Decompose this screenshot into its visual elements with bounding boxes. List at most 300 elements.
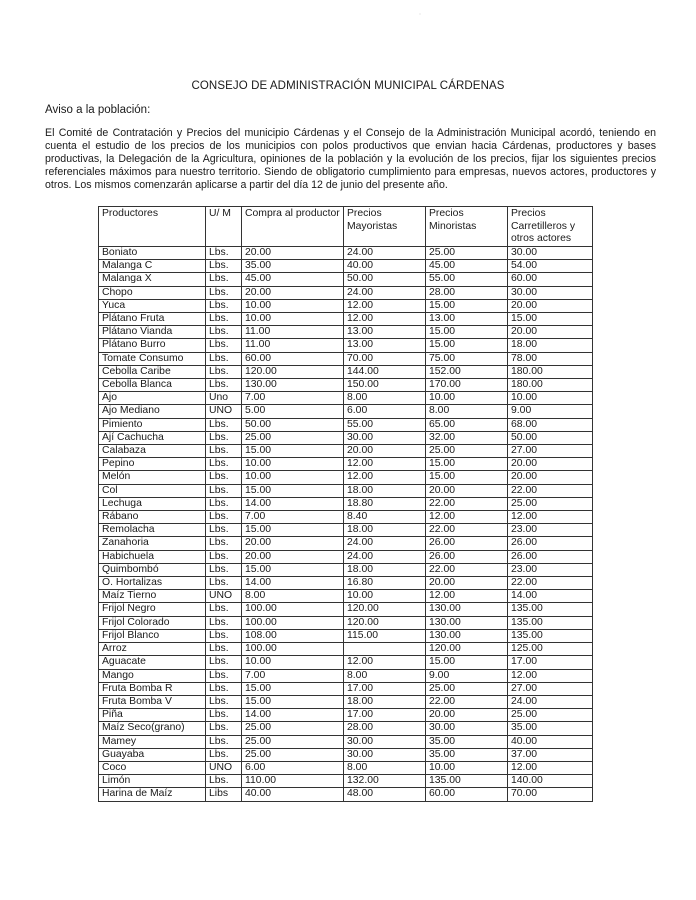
table-row: [99, 352, 593, 365]
table-row: [99, 392, 593, 405]
cell-product: Malanga C: [99, 260, 206, 273]
cell-minorista: 35.00: [426, 735, 508, 748]
cell-compra: 14.00: [242, 709, 344, 722]
cell-unit: Lbs.: [206, 695, 242, 708]
cell-carretillero: 25.00: [508, 709, 593, 722]
table-row: [99, 471, 593, 484]
cell-minorista: 15.00: [426, 656, 508, 669]
cell-minorista: 65.00: [426, 418, 508, 431]
cell-mayorista: 12.00: [344, 656, 426, 669]
cell-product: Calabaza: [99, 445, 206, 458]
cell-mayorista: 30.00: [344, 431, 426, 444]
cell-product: Guayaba: [99, 748, 206, 761]
cell-compra: 11.00: [242, 326, 344, 339]
cell-carretillero: 14.00: [508, 590, 593, 603]
table-row: [99, 590, 593, 603]
cell-minorista: 13.00: [426, 313, 508, 326]
cell-unit: Lbs.: [206, 616, 242, 629]
table-row: [99, 339, 593, 352]
cell-unit: Lbs.: [206, 339, 242, 352]
cell-compra: 11.00: [242, 339, 344, 352]
cell-product: Pimiento: [99, 418, 206, 431]
cell-carretillero: 180.00: [508, 379, 593, 392]
cell-carretillero: 20.00: [508, 458, 593, 471]
cell-product: Fruta Bomba R: [99, 682, 206, 695]
table-row: [99, 643, 593, 656]
cell-compra: 100.00: [242, 616, 344, 629]
cell-unit: Lbs.: [206, 709, 242, 722]
table-row: [99, 260, 593, 273]
cell-product: Mamey: [99, 735, 206, 748]
cell-carretillero: 60.00: [508, 273, 593, 286]
cell-minorista: 22.00: [426, 563, 508, 576]
cell-unit: Lbs.: [206, 524, 242, 537]
cell-minorista: 15.00: [426, 471, 508, 484]
cell-product: Harina de Maíz: [99, 788, 206, 801]
cell-unit: Lbs.: [206, 577, 242, 590]
cell-carretillero: 180.00: [508, 365, 593, 378]
cell-carretillero: 10.00: [508, 392, 593, 405]
cell-carretillero: 135.00: [508, 616, 593, 629]
cell-product: Frijol Colorado: [99, 616, 206, 629]
cell-unit: Lbs.: [206, 471, 242, 484]
cell-compra: 40.00: [242, 788, 344, 801]
cell-mayorista: 24.00: [344, 286, 426, 299]
cell-mayorista: 48.00: [344, 788, 426, 801]
table-row: [99, 524, 593, 537]
cell-product: Quimbombó: [99, 563, 206, 576]
cell-product: Fruta Bomba V: [99, 695, 206, 708]
cell-compra: 108.00: [242, 629, 344, 642]
table-row: [99, 379, 593, 392]
table-row: [99, 603, 593, 616]
cell-product: Zanahoria: [99, 537, 206, 550]
cell-carretillero: 22.00: [508, 484, 593, 497]
table-row: [99, 537, 593, 550]
cell-minorista: 32.00: [426, 431, 508, 444]
cell-product: Aguacate: [99, 656, 206, 669]
table-row: [99, 484, 593, 497]
cell-carretillero: 27.00: [508, 682, 593, 695]
table-row: [99, 458, 593, 471]
cell-minorista: 152.00: [426, 365, 508, 378]
cell-mayorista: 30.00: [344, 735, 426, 748]
cell-compra: 25.00: [242, 735, 344, 748]
cell-unit: Lbs.: [206, 247, 242, 260]
cell-unit: Lbs.: [206, 431, 242, 444]
table-header-row: [99, 207, 593, 247]
table-row: [99, 722, 593, 735]
cell-unit: Lbs.: [206, 603, 242, 616]
cell-mayorista: 50.00: [344, 273, 426, 286]
cell-carretillero: 50.00: [508, 431, 593, 444]
cell-product: Mango: [99, 669, 206, 682]
cell-minorista: 8.00: [426, 405, 508, 418]
cell-mayorista: 24.00: [344, 550, 426, 563]
cell-unit: UNO: [206, 761, 242, 774]
table-row: [99, 682, 593, 695]
table-row: [99, 511, 593, 524]
table-row: [99, 775, 593, 788]
cell-product: Cebolla Caribe: [99, 365, 206, 378]
cell-carretillero: 12.00: [508, 761, 593, 774]
cell-unit: Lbs.: [206, 748, 242, 761]
table-row: [99, 735, 593, 748]
cell-mayorista: 18.00: [344, 484, 426, 497]
cell-unit: Lbs.: [206, 643, 242, 656]
table-row: [99, 656, 593, 669]
cell-minorista: 45.00: [426, 260, 508, 273]
cell-mayorista: 144.00: [344, 365, 426, 378]
cell-product: Limón: [99, 775, 206, 788]
cell-compra: 7.00: [242, 392, 344, 405]
cell-product: Cebolla Blanca: [99, 379, 206, 392]
cell-compra: 10.00: [242, 458, 344, 471]
cell-minorista: 25.00: [426, 247, 508, 260]
table-row: [99, 247, 593, 260]
cell-mayorista: 24.00: [344, 537, 426, 550]
cell-carretillero: 30.00: [508, 286, 593, 299]
cell-compra: 15.00: [242, 445, 344, 458]
cell-product: Coco: [99, 761, 206, 774]
cell-mayorista: 70.00: [344, 352, 426, 365]
cell-product: Habichuela: [99, 550, 206, 563]
cell-carretillero: 20.00: [508, 326, 593, 339]
table-row: [99, 273, 593, 286]
cell-compra: 45.00: [242, 273, 344, 286]
cell-carretillero: 26.00: [508, 550, 593, 563]
cell-carretillero: 135.00: [508, 629, 593, 642]
cell-minorista: 20.00: [426, 709, 508, 722]
cell-carretillero: 140.00: [508, 775, 593, 788]
cell-carretillero: 70.00: [508, 788, 593, 801]
cell-compra: 20.00: [242, 286, 344, 299]
cell-product: Melón: [99, 471, 206, 484]
cell-unit: Lbs.: [206, 286, 242, 299]
cell-product: Plátano Vianda: [99, 326, 206, 339]
cell-compra: 15.00: [242, 682, 344, 695]
header-precios-minoristas: Precios Minoristas: [426, 207, 508, 247]
cell-compra: 10.00: [242, 299, 344, 312]
cell-carretillero: 20.00: [508, 471, 593, 484]
cell-carretillero: 12.00: [508, 669, 593, 682]
cell-unit: Lbs.: [206, 537, 242, 550]
cell-mayorista: 18.80: [344, 497, 426, 510]
cell-carretillero: 9.00: [508, 405, 593, 418]
table-row: [99, 445, 593, 458]
cell-carretillero: 25.00: [508, 497, 593, 510]
cell-compra: 100.00: [242, 603, 344, 616]
cell-product: Malanga X: [99, 273, 206, 286]
cell-compra: 50.00: [242, 418, 344, 431]
cell-minorista: 130.00: [426, 616, 508, 629]
cell-minorista: 26.00: [426, 537, 508, 550]
table-row: [99, 326, 593, 339]
cell-mayorista: 30.00: [344, 748, 426, 761]
header-productores: Productores: [99, 207, 206, 247]
notice-paragraph: El Comité de Contratación y Precios del municipio Cárdenas y el Consejo de la Administración Municipal acordó, teniendo en cuenta el estudio de los precios de los municipios con polos productivos que envian hacia Cárdenas, productores y bases productivas, la Delegación de la Agricultura, opiniones de la población y la evolución de los precios, fijar los siguientes precios referenciales máximos para nuestro territorio. Siendo de obligatorio cumplimiento para empresas, nuevos actores, productores y otros. Los mismos comenzarán aplicarse a partir del día 12 de junio del presente año.: [45, 127, 656, 191]
cell-unit: Lbs.: [206, 682, 242, 695]
cell-carretillero: 54.00: [508, 260, 593, 273]
cell-compra: 7.00: [242, 669, 344, 682]
cell-product: Remolacha: [99, 524, 206, 537]
cell-compra: 100.00: [242, 643, 344, 656]
cell-minorista: 25.00: [426, 445, 508, 458]
table-body: [99, 247, 593, 802]
cell-compra: 110.00: [242, 775, 344, 788]
table-row: [99, 709, 593, 722]
cell-minorista: 26.00: [426, 550, 508, 563]
cell-compra: 120.00: [242, 365, 344, 378]
cell-compra: 5.00: [242, 405, 344, 418]
cell-unit: Lbs.: [206, 656, 242, 669]
cell-minorista: 35.00: [426, 748, 508, 761]
cell-unit: Lbs.: [206, 669, 242, 682]
table-row: [99, 629, 593, 642]
cell-compra: 10.00: [242, 313, 344, 326]
cell-product: Pepino: [99, 458, 206, 471]
cell-minorista: 10.00: [426, 392, 508, 405]
cell-mayorista: 120.00: [344, 616, 426, 629]
cell-carretillero: 15.00: [508, 313, 593, 326]
cell-minorista: 130.00: [426, 603, 508, 616]
cell-carretillero: 30.00: [508, 247, 593, 260]
cell-compra: 25.00: [242, 748, 344, 761]
header-compra-productor: Compra al productor: [242, 207, 344, 247]
cell-minorista: 30.00: [426, 722, 508, 735]
cell-product: Plátano Burro: [99, 339, 206, 352]
cell-compra: 15.00: [242, 695, 344, 708]
cell-compra: 60.00: [242, 352, 344, 365]
cell-compra: 15.00: [242, 563, 344, 576]
cell-mayorista: 8.00: [344, 669, 426, 682]
header-unit: U/ M: [206, 207, 242, 247]
cell-minorista: 9.00: [426, 669, 508, 682]
cell-mayorista: 40.00: [344, 260, 426, 273]
cell-minorista: 28.00: [426, 286, 508, 299]
cell-unit: Lbs.: [206, 722, 242, 735]
cell-unit: Lbs.: [206, 365, 242, 378]
cell-carretillero: 24.00: [508, 695, 593, 708]
cell-mayorista: 13.00: [344, 339, 426, 352]
cell-mayorista: 115.00: [344, 629, 426, 642]
cell-mayorista: 13.00: [344, 326, 426, 339]
cell-mayorista: 132.00: [344, 775, 426, 788]
table-row: [99, 418, 593, 431]
cell-unit: Lbs.: [206, 629, 242, 642]
cell-compra: 10.00: [242, 471, 344, 484]
cell-minorista: 22.00: [426, 524, 508, 537]
cell-product: Maíz Tierno: [99, 590, 206, 603]
cell-product: Ajo: [99, 392, 206, 405]
table-row: [99, 695, 593, 708]
cell-mayorista: 8.00: [344, 392, 426, 405]
cell-product: Frijol Negro: [99, 603, 206, 616]
cell-unit: Lbs.: [206, 550, 242, 563]
cell-compra: 25.00: [242, 722, 344, 735]
cell-compra: 10.00: [242, 656, 344, 669]
cell-minorista: 15.00: [426, 458, 508, 471]
table-row: [99, 748, 593, 761]
cell-product: Arroz: [99, 643, 206, 656]
cell-product: Lechuga: [99, 497, 206, 510]
cell-carretillero: 125.00: [508, 643, 593, 656]
cell-minorista: 25.00: [426, 682, 508, 695]
table-row: [99, 365, 593, 378]
table-row: [99, 577, 593, 590]
cell-product: Rábano: [99, 511, 206, 524]
cell-minorista: 60.00: [426, 788, 508, 801]
cell-compra: 20.00: [242, 550, 344, 563]
cell-carretillero: 78.00: [508, 352, 593, 365]
table-row: [99, 563, 593, 576]
cell-unit: Uno: [206, 392, 242, 405]
cell-carretillero: 23.00: [508, 563, 593, 576]
cell-unit: Lbs.: [206, 511, 242, 524]
cell-minorista: 170.00: [426, 379, 508, 392]
cell-product: Maíz Seco(grano): [99, 722, 206, 735]
cell-mayorista: 8.40: [344, 511, 426, 524]
cell-product: Col: [99, 484, 206, 497]
cell-unit: Lbs.: [206, 260, 242, 273]
table-row: [99, 497, 593, 510]
cell-carretillero: 22.00: [508, 577, 593, 590]
cell-minorista: 15.00: [426, 339, 508, 352]
cell-minorista: 15.00: [426, 326, 508, 339]
cell-mayorista: 28.00: [344, 722, 426, 735]
cell-product: Frijol Blanco: [99, 629, 206, 642]
cell-minorista: 10.00: [426, 761, 508, 774]
cell-carretillero: 37.00: [508, 748, 593, 761]
cell-minorista: 20.00: [426, 484, 508, 497]
cell-mayorista: 6.00: [344, 405, 426, 418]
cell-product: Boniato: [99, 247, 206, 260]
cell-compra: 8.00: [242, 590, 344, 603]
cell-product: Piña: [99, 709, 206, 722]
cell-unit: Libs: [206, 788, 242, 801]
cell-carretillero: 18.00: [508, 339, 593, 352]
cell-mayorista: 17.00: [344, 682, 426, 695]
document-title: CONSEJO DE ADMINISTRACIÓN MUNICIPAL CÁRDENAS: [191, 80, 505, 92]
cell-mayorista: 10.00: [344, 590, 426, 603]
cell-unit: Lbs.: [206, 445, 242, 458]
cell-product: Tomate Consumo: [99, 352, 206, 365]
cell-minorista: 22.00: [426, 695, 508, 708]
cell-carretillero: 17.00: [508, 656, 593, 669]
scan-speck: ˈ: [419, 14, 421, 20]
cell-minorista: 75.00: [426, 352, 508, 365]
cell-minorista: 12.00: [426, 511, 508, 524]
cell-unit: Lbs.: [206, 458, 242, 471]
cell-product: Ají Cachucha: [99, 431, 206, 444]
cell-carretillero: 40.00: [508, 735, 593, 748]
header-precios-carretilleros: Precios Carretilleros y otros actores: [508, 207, 593, 247]
cell-compra: 20.00: [242, 247, 344, 260]
cell-unit: Lbs.: [206, 497, 242, 510]
cell-mayorista: 150.00: [344, 379, 426, 392]
cell-mayorista: 18.00: [344, 695, 426, 708]
cell-unit: Lbs.: [206, 484, 242, 497]
table-row: [99, 669, 593, 682]
cell-carretillero: 35.00: [508, 722, 593, 735]
cell-minorista: 55.00: [426, 273, 508, 286]
table-row: [99, 405, 593, 418]
cell-mayorista: 24.00: [344, 247, 426, 260]
cell-mayorista: 18.00: [344, 563, 426, 576]
price-table: [98, 206, 593, 802]
cell-carretillero: 23.00: [508, 524, 593, 537]
cell-unit: Lbs.: [206, 418, 242, 431]
cell-mayorista: 120.00: [344, 603, 426, 616]
cell-unit: Lbs.: [206, 299, 242, 312]
cell-mayorista: 12.00: [344, 299, 426, 312]
cell-product: Plátano Fruta: [99, 313, 206, 326]
cell-carretillero: 20.00: [508, 299, 593, 312]
cell-minorista: 15.00: [426, 299, 508, 312]
cell-product: Yuca: [99, 299, 206, 312]
cell-minorista: 130.00: [426, 629, 508, 642]
notice-heading: Aviso a la población:: [45, 104, 151, 116]
cell-compra: 7.00: [242, 511, 344, 524]
cell-carretillero: 135.00: [508, 603, 593, 616]
cell-compra: 15.00: [242, 524, 344, 537]
cell-compra: 6.00: [242, 761, 344, 774]
cell-carretillero: 12.00: [508, 511, 593, 524]
cell-carretillero: 26.00: [508, 537, 593, 550]
table-row: [99, 313, 593, 326]
cell-unit: Lbs.: [206, 735, 242, 748]
cell-mayorista: 16.80: [344, 577, 426, 590]
cell-compra: 35.00: [242, 260, 344, 273]
cell-carretillero: 27.00: [508, 445, 593, 458]
cell-product: Chopo: [99, 286, 206, 299]
table-row: [99, 431, 593, 444]
cell-mayorista: 12.00: [344, 471, 426, 484]
cell-compra: 130.00: [242, 379, 344, 392]
table-row: [99, 550, 593, 563]
cell-unit: Lbs.: [206, 313, 242, 326]
cell-unit: Lbs.: [206, 352, 242, 365]
cell-minorista: 135.00: [426, 775, 508, 788]
cell-mayorista: 18.00: [344, 524, 426, 537]
cell-carretillero: 68.00: [508, 418, 593, 431]
cell-compra: 14.00: [242, 497, 344, 510]
cell-unit: Lbs.: [206, 563, 242, 576]
cell-minorista: 120.00: [426, 643, 508, 656]
table-row: [99, 788, 593, 801]
table-row: [99, 299, 593, 312]
cell-minorista: 22.00: [426, 497, 508, 510]
cell-compra: 20.00: [242, 537, 344, 550]
cell-mayorista: 17.00: [344, 709, 426, 722]
cell-compra: 15.00: [242, 484, 344, 497]
cell-unit: Lbs.: [206, 379, 242, 392]
cell-mayorista: 12.00: [344, 313, 426, 326]
cell-mayorista: [344, 643, 426, 656]
cell-product: O. Hortalizas: [99, 577, 206, 590]
cell-unit: UNO: [206, 405, 242, 418]
cell-unit: UNO: [206, 590, 242, 603]
cell-unit: Lbs.: [206, 326, 242, 339]
cell-unit: Lbs.: [206, 273, 242, 286]
table-row: [99, 616, 593, 629]
cell-minorista: 20.00: [426, 577, 508, 590]
table-row: [99, 286, 593, 299]
header-precios-mayoristas: Precios Mayoristas: [344, 207, 426, 247]
cell-mayorista: 55.00: [344, 418, 426, 431]
cell-compra: 25.00: [242, 431, 344, 444]
cell-mayorista: 20.00: [344, 445, 426, 458]
